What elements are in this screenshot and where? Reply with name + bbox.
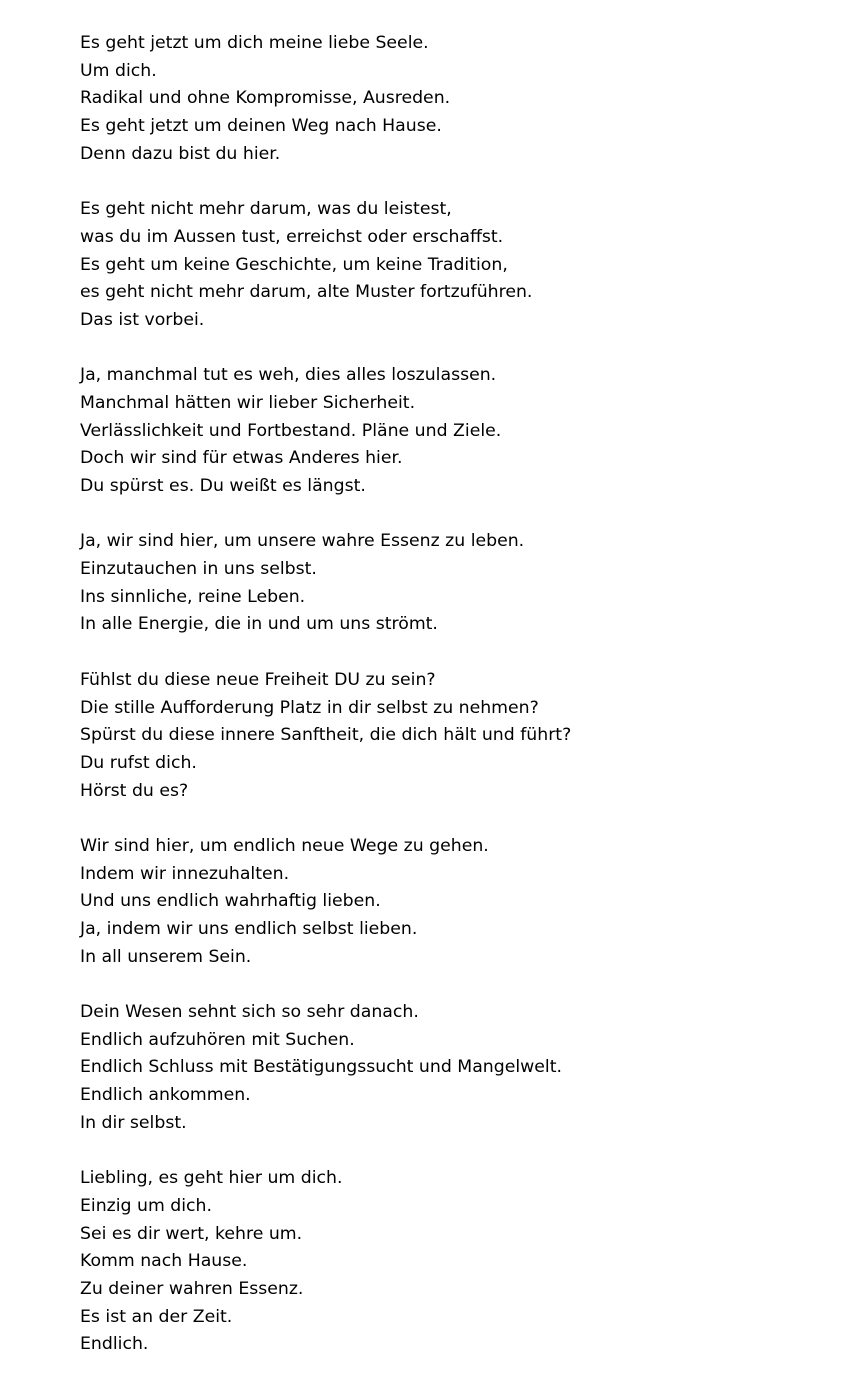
poem-line: Indem wir innezuhalten.	[80, 863, 290, 884]
poem-line: Komm nach Hause.	[80, 1251, 248, 1272]
poem-line: Ja, wir sind hier, um unsere wahre Essenz zu leben.	[80, 531, 525, 552]
poem-line: Sei es dir wert, kehre um.	[80, 1223, 303, 1244]
poem-line: Ja, manchmal tut es weh, dies alles loszulassen.	[80, 365, 497, 386]
stanza-6	[80, 833, 820, 971]
poem-line: Das ist vorbei.	[80, 309, 205, 330]
stanza-3	[80, 362, 820, 500]
poem-line: Fühlst du diese neue Freiheit DU zu sein?	[80, 669, 436, 690]
stanza-1	[80, 30, 820, 168]
poem-line: In dir selbst.	[80, 1112, 187, 1133]
poem-line: Endlich.	[80, 1334, 149, 1355]
poem-line: Die stille Aufforderung Platz in dir selbst zu nehmen?	[80, 697, 539, 718]
poem-line: Es geht um keine Geschichte, um keine Tradition,	[80, 254, 508, 275]
poem-line: In alle Energie, die in und um uns strömt.	[80, 614, 438, 635]
poem-line: Verlässlichkeit und Fortbestand. Pläne und Ziele.	[80, 420, 502, 441]
poem-line: Spürst du diese innere Sanftheit, die dich hält und führt?	[80, 725, 572, 746]
poem-line: Ins sinnliche, reine Leben.	[80, 586, 306, 607]
poem-line: Denn dazu bist du hier.	[80, 143, 281, 164]
stanza-2	[80, 196, 820, 334]
poem-line: Einzutauchen in uns selbst.	[80, 559, 317, 580]
stanza-4	[80, 528, 820, 639]
poem-line: Einzig um dich.	[80, 1195, 213, 1216]
poem-line: Und uns endlich wahrhaftig lieben.	[80, 891, 381, 912]
poem-line: In all unserem Sein.	[80, 946, 252, 967]
poem-line: Du spürst es. Du weißt es längst.	[80, 476, 366, 496]
poem-line: Radikal und ohne Kompromisse, Ausreden.	[80, 88, 451, 109]
poem-line: es geht nicht mehr darum, alte Muster fortzuführen.	[80, 282, 533, 303]
poem-line: Liebling, es geht hier um dich.	[80, 1168, 343, 1189]
poem-line: Manchmal hätten wir lieber Sicherheit.	[80, 392, 416, 413]
stanza-5	[80, 667, 820, 805]
poem-line: Ja, indem wir uns endlich selbst lieben.	[80, 919, 418, 939]
poem-line: Doch wir sind für etwas Anderes hier.	[80, 448, 403, 469]
poem-line: Hörst du es?	[80, 780, 189, 801]
stanza-7	[80, 999, 820, 1137]
poem-line: Es geht jetzt um dich meine liebe Seele.	[80, 33, 429, 53]
poem-line: Endlich Schluss mit Bestätigungssucht und Mangelwelt.	[80, 1057, 562, 1078]
poem-line: Es geht jetzt um deinen Weg nach Hause.	[80, 116, 442, 137]
poem-line: was du im Aussen tust, erreichst oder erschaffst.	[80, 226, 504, 247]
poem-line: Endlich aufzuhören mit Suchen.	[80, 1029, 355, 1050]
poem-text	[80, 30, 820, 1359]
poem-line: Zu deiner wahren Essenz.	[80, 1278, 304, 1299]
poem-line: Es ist an der Zeit.	[80, 1306, 233, 1327]
poem-line: Um dich.	[80, 60, 157, 81]
stanza-8	[80, 1165, 820, 1359]
poem-line: Du rufst dich.	[80, 752, 197, 773]
poem-line: Dein Wesen sehnt sich so sehr danach.	[80, 1002, 419, 1023]
poem-line: Endlich ankommen.	[80, 1085, 251, 1106]
poem-line: Es geht nicht mehr darum, was du leistest,	[80, 199, 452, 220]
poem-line: Wir sind hier, um endlich neue Wege zu gehen.	[80, 835, 489, 856]
